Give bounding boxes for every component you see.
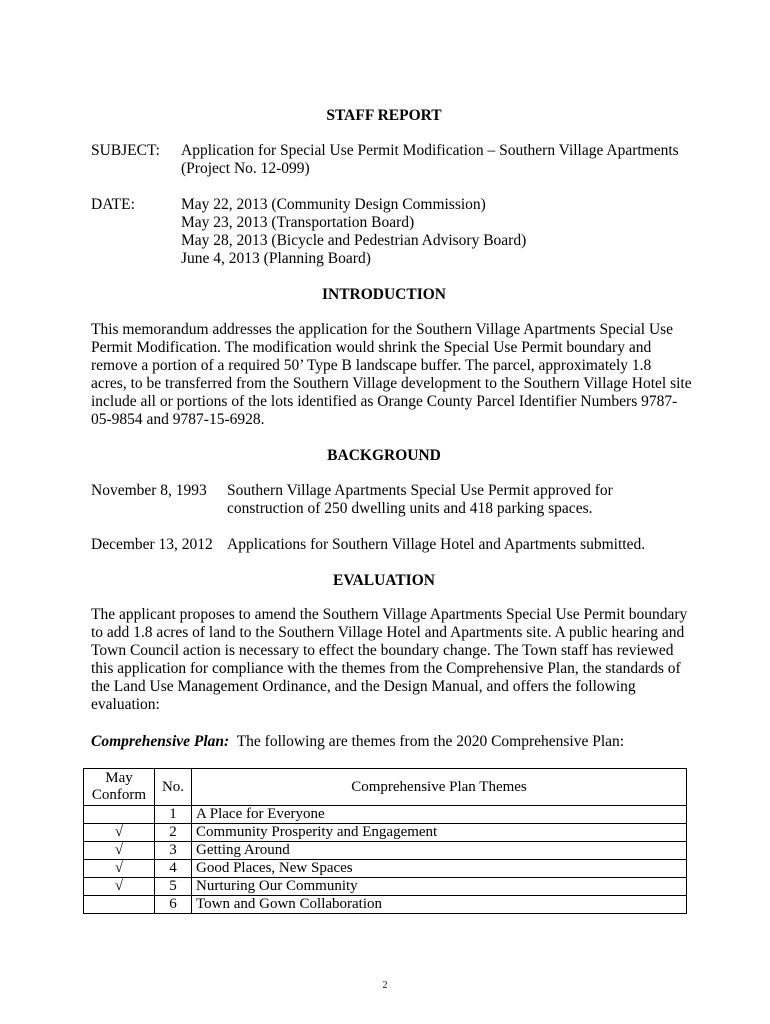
table-row <box>84 824 687 842</box>
table-row <box>84 896 687 914</box>
background-date: December 13, 2012 <box>91 536 213 553</box>
header-may-conform: May Conform <box>84 769 155 806</box>
table-row <box>84 860 687 878</box>
comprehensive-plan-label: Comprehensive Plan: <box>91 733 230 750</box>
background-date: November 8, 1993 <box>91 482 207 499</box>
background-heading: BACKGROUND <box>327 447 441 464</box>
paragraph-line: include all or portions of the lots identified as Orange County Parcel Identifier Numbers 9787- <box>91 393 678 410</box>
may-conform-cell: √ <box>84 824 155 842</box>
date-list <box>181 196 526 268</box>
paragraph-line: this application for compliance with the themes from the Comprehensive Plan, the standards of <box>91 660 681 677</box>
background-line: Southern Village Apartments Special Use Permit approved for <box>227 482 613 499</box>
comprehensive-plan-intro <box>91 733 681 751</box>
date-label: DATE: <box>91 196 135 213</box>
may-conform-cell <box>84 806 155 824</box>
report-title: STAFF REPORT <box>326 107 442 124</box>
background-line: Applications for Southern Village Hotel and Apartments submitted. <box>227 536 646 553</box>
subject-text <box>181 142 679 178</box>
paragraph-line: acres, to be transferred from the Southern Village development to the Southern Village Hotel site <box>91 375 692 392</box>
introduction-paragraph <box>91 321 692 429</box>
paragraph-line: Permit Modification. The modification would shrink the Special Use Permit boundary and <box>91 339 652 356</box>
table-header-row <box>84 769 687 806</box>
subject-label: SUBJECT: <box>91 142 160 159</box>
paragraph-line: remove a portion of a required 50’ Type B landscape buffer. The parcel, approximately 1.8 <box>91 357 652 374</box>
header-themes: Comprehensive Plan Themes <box>192 769 687 806</box>
paragraph-line: evaluation: <box>91 696 160 713</box>
paragraph-line: The applicant proposes to amend the Southern Village Apartments Special Use Permit boundary <box>91 606 688 623</box>
paragraph-line: 05-9854 and 9787-15-6928. <box>91 411 265 428</box>
subject-line: Application for Special Use Permit Modification – Southern Village Apartments <box>181 142 679 159</box>
table-row <box>84 806 687 824</box>
theme-cell: Town and Gown Collaboration <box>192 896 687 914</box>
subject-line: (Project No. 12-099) <box>181 160 310 177</box>
background-line: construction of 250 dwelling units and 418 parking spaces. <box>227 500 593 517</box>
table-row <box>84 842 687 860</box>
theme-number-cell: 4 <box>155 860 192 878</box>
table-row <box>84 878 687 896</box>
page-number: 2 <box>382 980 388 991</box>
theme-cell: Good Places, New Spaces <box>192 860 687 878</box>
theme-number-cell: 2 <box>155 824 192 842</box>
date-line: May 23, 2013 (Transportation Board) <box>181 214 415 231</box>
theme-cell: Getting Around <box>192 842 687 860</box>
date-line: June 4, 2013 (Planning Board) <box>181 250 371 267</box>
background-description <box>227 482 613 518</box>
paragraph-line: Town Council action is necessary to effect the boundary change. The Town staff has reviewed <box>91 642 674 659</box>
may-conform-cell <box>84 896 155 914</box>
theme-cell: Community Prosperity and Engagement <box>192 824 687 842</box>
date-line: May 22, 2013 (Community Design Commission) <box>181 196 486 213</box>
theme-number-cell: 6 <box>155 896 192 914</box>
may-conform-cell: √ <box>84 842 155 860</box>
theme-number-cell: 1 <box>155 806 192 824</box>
theme-cell: A Place for Everyone <box>192 806 687 824</box>
may-conform-cell: √ <box>84 860 155 878</box>
paragraph-line: to add 1.8 acres of land to the Southern Village Hotel and Apartments site. A public hearing and <box>91 624 685 641</box>
paragraph-line: This memorandum addresses the application for the Southern Village Apartments Special Use <box>91 321 674 338</box>
introduction-heading: INTRODUCTION <box>321 286 446 303</box>
background-description <box>227 536 645 554</box>
theme-number-cell: 3 <box>155 842 192 860</box>
paragraph-line: the Land Use Management Ordinance, and the Design Manual, and offers the following <box>91 678 636 695</box>
evaluation-paragraph <box>91 606 688 714</box>
date-line: May 28, 2013 (Bicycle and Pedestrian Advisory Board) <box>181 232 527 249</box>
comprehensive-plan-text: The following are themes from the 2020 Comprehensive Plan: <box>229 733 625 750</box>
header-number: No. <box>155 769 192 806</box>
comprehensive-plan-table <box>83 768 687 914</box>
evaluation-heading: EVALUATION <box>333 572 435 589</box>
theme-number-cell: 5 <box>155 878 192 896</box>
may-conform-cell: √ <box>84 878 155 896</box>
theme-cell: Nurturing Our Community <box>192 878 687 896</box>
